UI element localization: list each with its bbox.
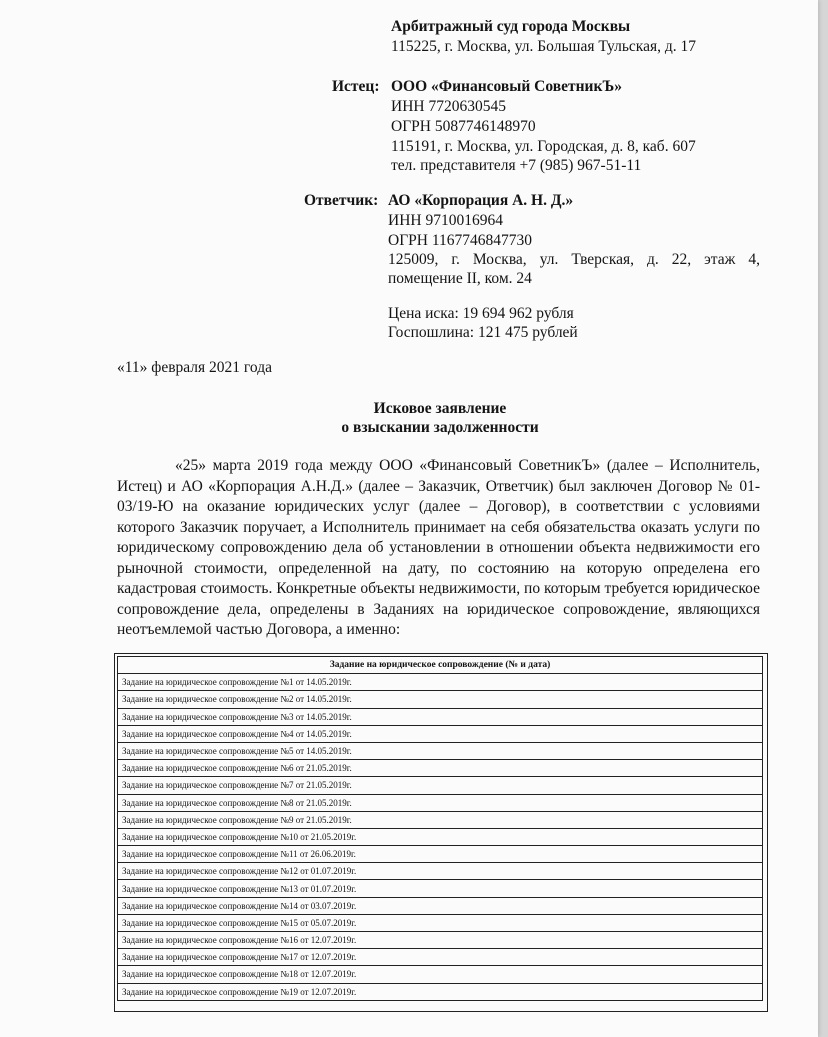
task-cell: Задание на юридическое сопровождение №9 от 21.05.2019г.: [118, 811, 763, 828]
task-cell: Задание на юридическое сопровождение №12 от 01.07.2019г.: [118, 863, 763, 880]
document-subtitle: о взыскании задолженности: [341, 419, 539, 436]
defendant-name: АО «Корпорация А. Н. Д.»: [388, 192, 574, 209]
task-cell: Задание на юридическое сопровождение №5 от 14.05.2019г.: [118, 742, 763, 759]
task-cell: Задание на юридическое сопровождение №13 от 01.07.2019г.: [118, 880, 763, 897]
task-cell: Задание на юридическое сопровождение №17 от 12.07.2019г.: [118, 949, 763, 966]
defendant-inn: ИНН 9710016964: [388, 212, 503, 229]
table-row: [118, 708, 763, 725]
table-row: [118, 949, 763, 966]
task-cell: Задание на юридическое сопровождение №3 от 14.05.2019г.: [118, 708, 763, 725]
task-cell: Задание на юридическое сопровождение №1 от 14.05.2019г.: [118, 674, 763, 691]
plaintiff-phone: тел. представителя +7 (985) 967-51-11: [391, 157, 642, 174]
state-fee: Госпошлина: 121 475 рублей: [388, 324, 578, 341]
defendant-ogrn: ОГРН 1167746847730: [388, 232, 533, 249]
table-row: [118, 725, 763, 742]
claim-price: Цена иска: 19 694 962 рубля: [388, 305, 574, 322]
task-cell: Задание на юридическое сопровождение №14 от 03.07.2019г.: [118, 897, 763, 914]
plaintiff-inn: ИНН 7720630545: [391, 98, 506, 115]
defendant-address-line1: 125009, г. Москва, ул. Тверская, д. 22, этаж 4,: [388, 251, 760, 268]
table-row: [118, 691, 763, 708]
task-cell: Задание на юридическое сопровождение №10 от 21.05.2019г.: [118, 828, 763, 845]
table-row: [118, 846, 763, 863]
task-cell: Задание на юридическое сопровождение №16 от 12.07.2019г.: [118, 932, 763, 949]
tasks-table: [117, 656, 763, 1001]
plaintiff-name: ООО «Финансовый СоветникЪ»: [391, 78, 622, 95]
table-row: [118, 760, 763, 777]
table-row: [118, 863, 763, 880]
task-cell: Задание на юридическое сопровождение №18 от 12.07.2019г.: [118, 966, 763, 983]
table-row: [118, 794, 763, 811]
table-row: [118, 966, 763, 983]
defendant-address-line2: помещение II, ком. 24: [388, 270, 532, 287]
table-row: [118, 811, 763, 828]
table-row: [118, 897, 763, 914]
document-title: Исковое заявление: [373, 400, 507, 417]
table-row: [118, 880, 763, 897]
table-row: [118, 742, 763, 759]
table-header-cell: Задание на юридическое сопровождение (№ и дата): [118, 657, 763, 674]
body-paragraph: «25» марта 2019 года между ООО «Финансовый СоветникЪ» (далее – Исполнитель, Истец) и АО «Корпорация А.Н.Д.» (далее – Заказчик, Ответчик) был заключен Договор № 01-03/19-Ю на оказание юридических услуг (далее – Договор), в соответствии с условиями которого Заказчик поручает, а Исполнитель принимает на себя обязательства оказать услуги по юридическому сопровождению дела об установлении в отношении объекта недвижимости его рыночной стоимости, определенной на дату, по состоянию на которую определена его кадастровая стоимость. Конкретные объекты недвижимости, по которым требуется юридическое сопровождение дела, определены в Заданиях на юридическое сопровождение, являющихся неотъемлемой частью Договора, а именно:: [117, 457, 760, 638]
task-cell: Задание на юридическое сопровождение №8 от 21.05.2019г.: [118, 794, 763, 811]
task-cell: Задание на юридическое сопровождение №2 от 14.05.2019г.: [118, 691, 763, 708]
table-row: [118, 914, 763, 931]
table-row: [118, 777, 763, 794]
defendant-label: Ответчик:: [304, 192, 379, 209]
table-row: [118, 983, 763, 1000]
table-header-row: [118, 657, 763, 674]
plaintiff-ogrn: ОГРН 5087746148970: [391, 118, 536, 135]
table-row: [118, 828, 763, 845]
table-row: [118, 674, 763, 691]
plaintiff-address: 115191, г. Москва, ул. Городская, д. 8, каб. 607: [391, 138, 696, 155]
table-row: [118, 932, 763, 949]
court-name: Арбитражный суд города Москвы: [391, 18, 631, 35]
task-cell: Задание на юридическое сопровождение №7 от 21.05.2019г.: [118, 777, 763, 794]
task-cell: Задание на юридическое сопровождение №11 от 26.06.2019г.: [118, 846, 763, 863]
document-date: «11» февраля 2021 года: [117, 359, 272, 376]
task-cell: Задание на юридическое сопровождение №6 от 21.05.2019г.: [118, 760, 763, 777]
court-address: 115225, г. Москва, ул. Большая Тульская, д. 17: [391, 38, 696, 55]
plaintiff-label: Истец:: [332, 78, 380, 95]
task-cell: Задание на юридическое сопровождение №4 от 14.05.2019г.: [118, 725, 763, 742]
task-cell: Задание на юридическое сопровождение №19 от 12.07.2019г.: [118, 983, 763, 1000]
task-cell: Задание на юридическое сопровождение №15 от 05.07.2019г.: [118, 914, 763, 931]
